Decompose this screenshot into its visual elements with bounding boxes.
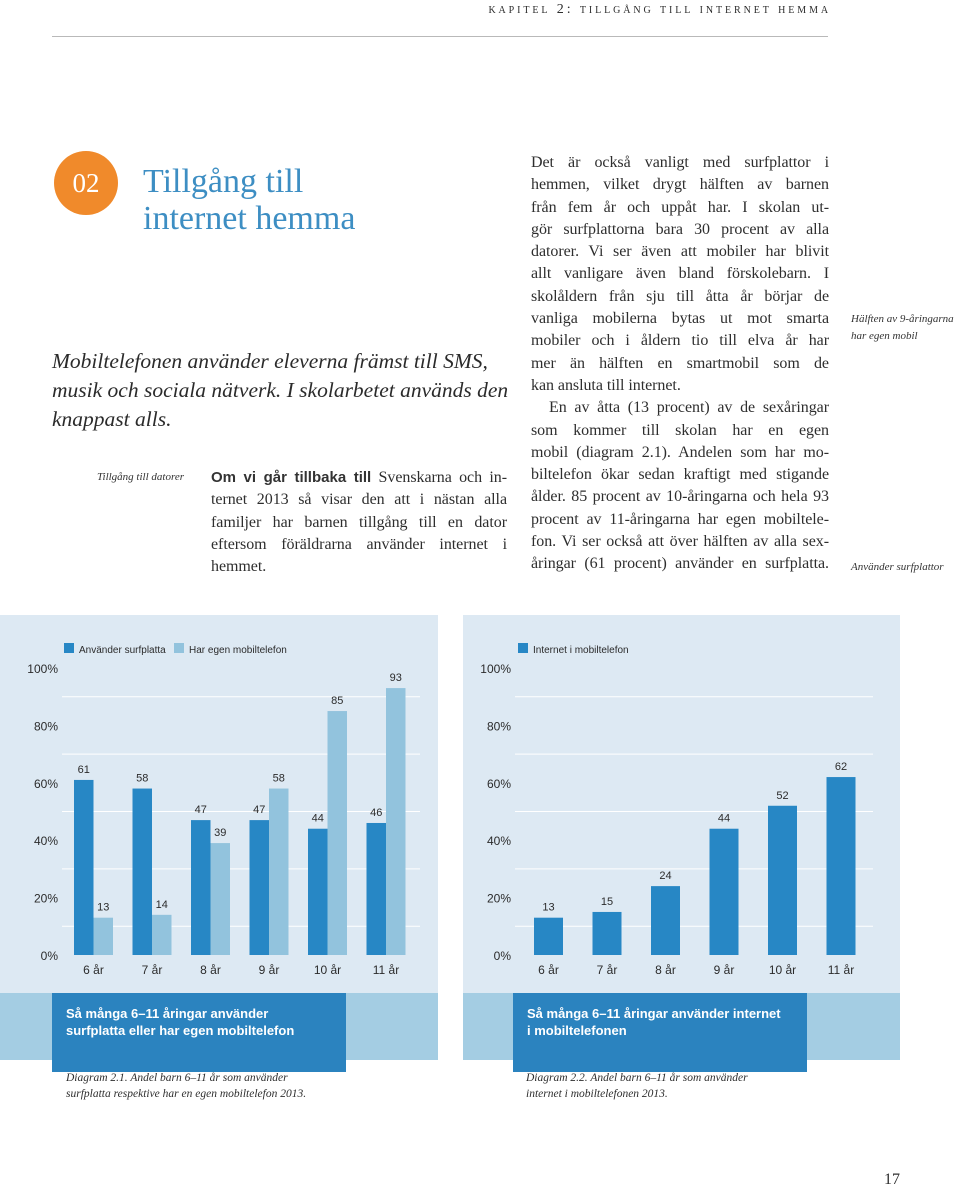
intro-line: knappast alls.: [52, 407, 172, 431]
x-tick-label: 9 år: [713, 963, 735, 977]
x-tick-label: 10 år: [768, 963, 797, 977]
value-label: 47: [253, 804, 266, 817]
body-line: från fem år och uppåt har. I skolan ut-: [531, 198, 829, 216]
body-line: Det är också vanligt med surfplattor i: [531, 154, 829, 171]
intro-text: [52, 347, 508, 434]
bar-har-egen-mobiltelefon-10-ar: [328, 711, 348, 955]
bar-internet-i-mobiltelefon-7-ar: [593, 912, 622, 955]
bar-internet-i-mobiltelefon-9-ar: [710, 829, 739, 955]
body-line: vanliga mobilerna bytas ut mot smarta: [531, 310, 829, 328]
caption-line: internet i mobiltelefonen 2013.: [526, 1088, 668, 1100]
x-tick-label: 6 år: [538, 963, 559, 977]
bar-har-egen-mobiltelefon-8-ar: [211, 843, 231, 955]
y-tick-label: 40%: [486, 834, 511, 849]
value-label: 13: [97, 901, 110, 914]
body-line: gör surfplattorna bara 30 procent av alla: [531, 220, 829, 238]
body-line: ålder. 85 procent av 10-åringarna och hela 93: [531, 488, 829, 506]
x-tick-label: 9 år: [258, 963, 280, 977]
chapter-title: [143, 163, 355, 237]
legend-swatch-internet-i-mobiltelefon: [518, 643, 528, 653]
body-line: fon. Vi ser också att över hälften av alla sex-: [531, 533, 829, 551]
y-tick-label: 100%: [27, 662, 58, 676]
x-tick-label: 6 år: [83, 963, 104, 977]
value-label: 62: [834, 761, 848, 774]
bar-internet-i-mobiltelefon-10-ar: [768, 806, 797, 955]
legend-swatch-anvander-surfplatta: [64, 643, 74, 653]
body-line: [211, 467, 507, 489]
body-line: procent av 11-åringarna har egen mobiltele-: [531, 510, 829, 528]
bar-har-egen-mobiltelefon-7-ar: [152, 915, 172, 955]
y-tick-label: 0%: [493, 949, 511, 963]
running-header: kapitel 2: tillgång till internet hemma: [488, 2, 831, 17]
intro-line: Mobiltelefonen använder eleverna främst till SMS,: [52, 349, 488, 373]
chart-2-panel: [463, 615, 900, 993]
chapter-number-badge: 02: [54, 151, 118, 215]
value-label: 85: [331, 695, 344, 708]
value-label: 46: [370, 806, 383, 819]
bar-anvander-surfplatta-8-ar: [191, 820, 211, 955]
value-label: 13: [542, 901, 555, 914]
margin-note-mobil: [851, 311, 954, 345]
margin-note-line: har egen mobil: [851, 330, 918, 342]
intro-line: musik och sociala nätverk. I skolarbetet används den: [52, 378, 509, 402]
bar-anvander-surfplatta-6-ar: [74, 780, 94, 955]
body-line: mobil (diagram 2.1). Andelen som har mo-: [531, 443, 829, 461]
bar-har-egen-mobiltelefon-9-ar: [269, 789, 289, 955]
x-tick-label: 11 år: [827, 963, 855, 977]
x-tick-label: 8 år: [200, 963, 221, 977]
legend-label-internet-i-mobiltelefon: Internet i mobiltelefon: [533, 645, 629, 656]
value-label: 93: [389, 672, 402, 685]
body-line: En av åtta (13 procent) av de sexåringar: [549, 399, 829, 417]
bar-har-egen-mobiltelefon-11-ar: [386, 688, 406, 955]
x-tick-label: 7 år: [141, 963, 163, 977]
caption-line: surfplatta respektive har en egen mobiltelefon 2013.: [66, 1088, 307, 1100]
bar-anvander-surfplatta-7-ar: [133, 789, 153, 955]
y-tick-label: 80%: [33, 719, 58, 734]
body-line: eftersom föräldrarna använder internet i: [211, 535, 507, 553]
chart-1-plot: [0, 615, 438, 993]
y-tick-label: 20%: [33, 891, 58, 906]
body-line: mer än hälften en smartmobil som de: [531, 354, 829, 372]
body-line: skolåldern från sju till åtta år börjar de: [531, 287, 829, 305]
x-tick-label: 11 år: [372, 963, 400, 977]
legend-swatch-har-egen-mobiltelefon: [174, 643, 184, 653]
bar-internet-i-mobiltelefon-11-ar: [827, 777, 856, 955]
body-line: mobiler och i åldern tio till elva år har: [531, 332, 829, 350]
bar-internet-i-mobiltelefon-6-ar: [534, 918, 563, 955]
header-rule: [52, 36, 828, 37]
body-line: familjer har barnen tillgång till en dator: [211, 513, 507, 531]
chart-2-headline-band: [463, 993, 900, 1060]
y-tick-label: 60%: [33, 776, 58, 791]
chart-headline-line: Så många 6–11 åringar använder: [66, 1006, 269, 1021]
chart-1-caption: [66, 1070, 306, 1102]
value-label: 47: [194, 804, 207, 817]
chapter-title-line: Tillgång till: [143, 163, 304, 200]
value-label: 58: [272, 772, 285, 785]
chart-headline-line: surfplatta eller har egen mobiltelefon: [66, 1023, 295, 1038]
body-line: som kommer till skolan har en egen: [531, 421, 829, 439]
value-label: 44: [717, 812, 731, 825]
y-tick-label: 20%: [486, 891, 511, 906]
value-label: 39: [214, 827, 227, 840]
value-label: 58: [136, 772, 149, 785]
value-label: 15: [600, 895, 614, 908]
margin-note-surfplattor: Använder surfplattor: [851, 561, 944, 573]
chart-1-headline: [52, 993, 346, 1072]
chart-1-panel: [0, 615, 438, 993]
body-line: biltelefon ökar sedan kraftigt med stigande: [531, 466, 829, 484]
x-tick-label: 7 år: [596, 963, 618, 977]
value-label: 24: [659, 870, 672, 883]
x-tick-label: 8 år: [655, 963, 676, 977]
chart-2-plot: [463, 615, 900, 993]
body-line-text: Svenskarna och in-: [378, 469, 508, 486]
y-tick-label: 80%: [486, 719, 511, 734]
body-line: allt vanligare även bland förskolebarn. I: [531, 265, 829, 283]
bar-anvander-surfplatta-10-ar: [308, 829, 328, 955]
page-number: 17: [884, 1171, 900, 1188]
value-label: 61: [77, 763, 90, 776]
chart-headline-line: Så många 6–11 åringar använder internet: [527, 1006, 781, 1021]
value-label: 14: [155, 898, 168, 911]
body-line: datorer. Vi ser även att mobiler har blivit: [531, 243, 829, 261]
x-tick-label: 10 år: [313, 963, 342, 977]
body-line: kan ansluta till internet.: [531, 376, 681, 394]
y-tick-label: 0%: [40, 949, 58, 963]
bar-anvander-surfplatta-9-ar: [250, 820, 270, 955]
body-line: hemmet.: [211, 558, 267, 576]
legend-label-anvander-surfplatta: Använder surfplatta: [79, 645, 166, 656]
legend-label-har-egen-mobiltelefon: Har egen mobiltelefon: [189, 645, 287, 656]
margin-note-datorer: Tillgång till datorer: [97, 471, 184, 483]
body-column-right: [531, 152, 829, 576]
value-label: 52: [776, 789, 789, 802]
body-line: hemmen, vilket drygt hälften av barnen: [531, 176, 829, 194]
chart-headline-line: i mobiltelefonen: [527, 1023, 627, 1038]
y-tick-label: 100%: [480, 662, 511, 676]
bar-internet-i-mobiltelefon-8-ar: [651, 886, 680, 955]
body-paragraph-left: [211, 467, 507, 578]
margin-note-line: Hälften av 9-åringarna: [851, 313, 954, 325]
chart-2-headline: [513, 993, 807, 1072]
y-tick-label: 40%: [33, 834, 58, 849]
body-line: åringar (61 procent) använder en surfplatta.: [531, 555, 829, 573]
chart-1-headline-band: [0, 993, 438, 1060]
caption-line: Diagram 2.2. Andel barn 6–11 år som använder: [526, 1072, 748, 1084]
bar-anvander-surfplatta-11-ar: [367, 823, 387, 955]
body-line: ternet 2013 så visar den att i nästan alla: [211, 491, 507, 509]
chart-2-caption: [526, 1070, 748, 1102]
chapter-title-line: internet hemma: [143, 200, 356, 237]
paragraph-lead-in: Om vi går tillbaka till: [211, 469, 372, 486]
caption-line: Diagram 2.1. Andel barn 6–11 år som använder: [66, 1072, 288, 1084]
value-label: 44: [311, 812, 324, 825]
y-tick-label: 60%: [486, 776, 511, 791]
bar-har-egen-mobiltelefon-6-ar: [94, 918, 114, 955]
